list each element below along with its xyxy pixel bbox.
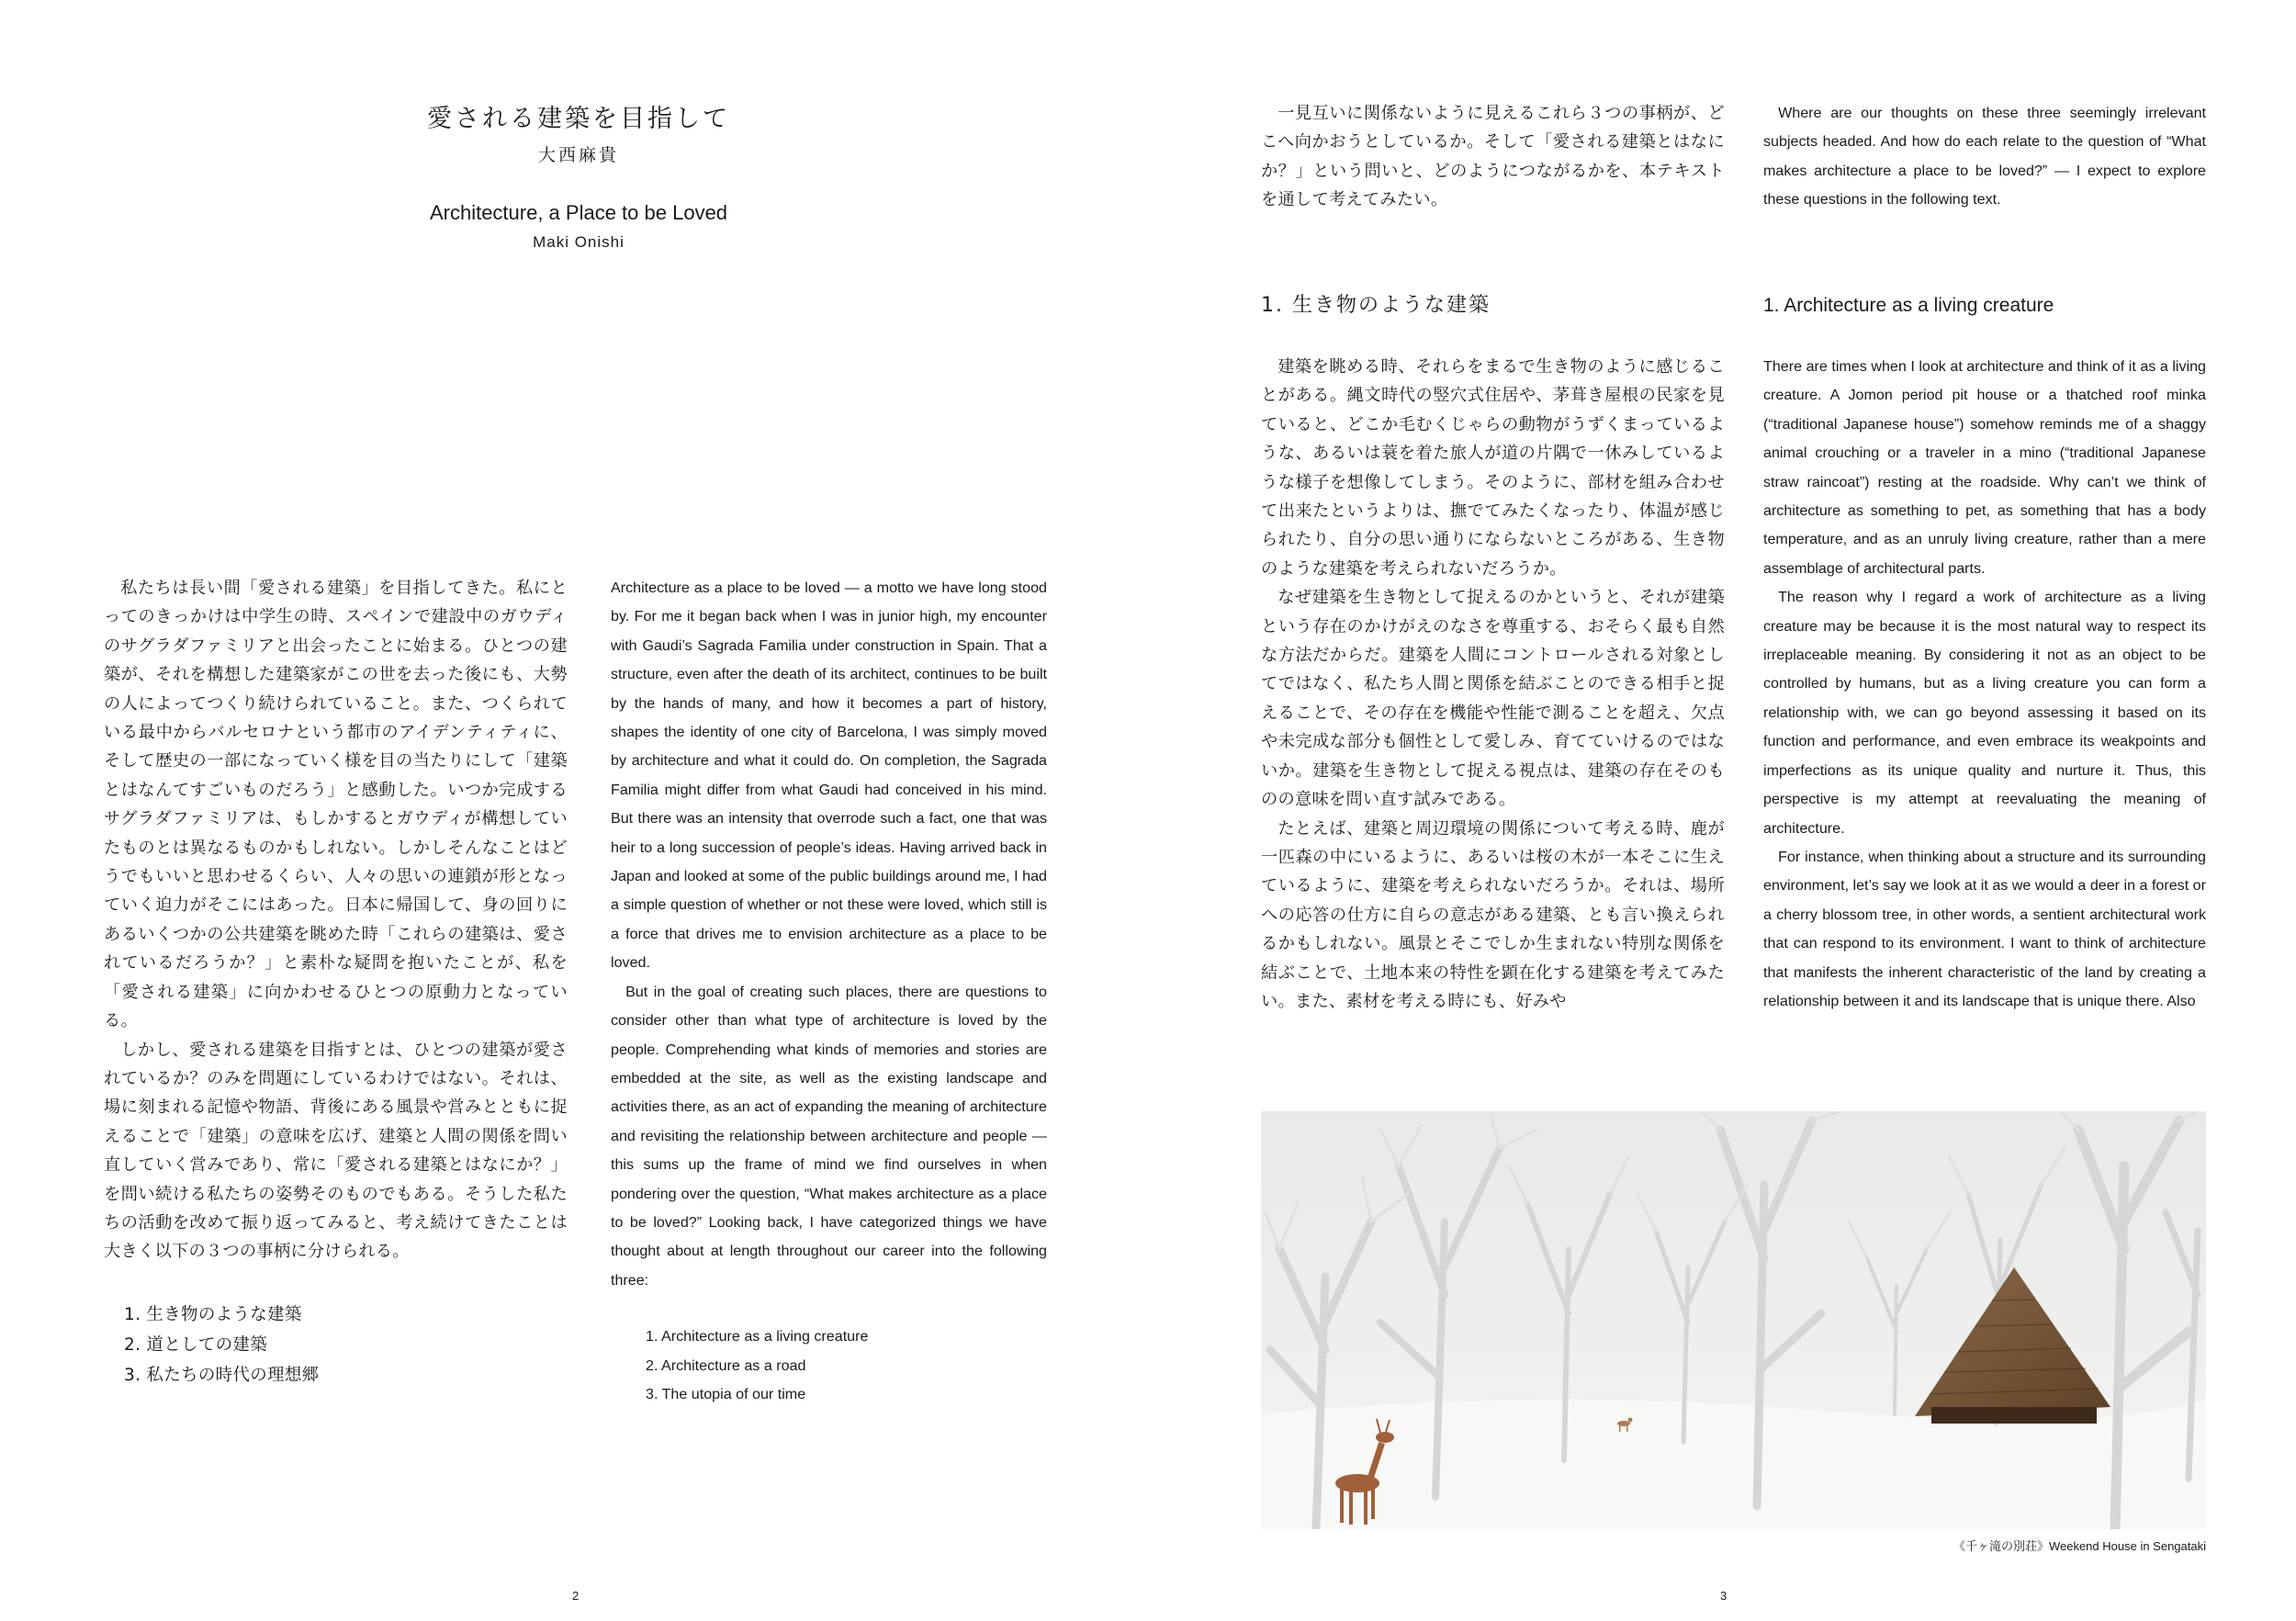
- en-paragraph: There are times when I look at architecture and think of it as a living creature. A Jomon period pit house or a thatched roof minka (“traditional Japanese house”) somehow reminds me of a shaggy animal crouching or a traveler in a mino (“traditional Japanese straw raincoat”) resting at the roadside. Why can’t we think of architecture as something to pet, as something that has a body temperature, and as an unruly living creature, rather than a mere assemblage of architectural parts.: [1763, 358, 2206, 577]
- en-list: [611, 1323, 1047, 1409]
- ja-list: [104, 1300, 568, 1390]
- en-paragraph: For instance, when thinking about a structure and its surrounding environment, let’s say we look at it as we would a deer in a forest or a cherry blossom tree, in other words, a sentient architectural work that can respond to its environment. I want to think of architecture that manifests the inherent characteristic of the land by creating a relationship between it and its landscape that is unique there. Also: [1763, 848, 2206, 1009]
- en-intro: [1763, 99, 2206, 215]
- title-en: Architecture, a Place to be Loved: [429, 201, 728, 224]
- page-number-left: 2: [572, 1589, 580, 1603]
- list-item: 2. 道としての建築: [124, 1334, 268, 1355]
- list-item: 1. 生き物のような建築: [124, 1304, 302, 1324]
- section-heading-ja: 1. 生き物のような建築: [1261, 294, 1491, 317]
- ja-paragraph: たとえば、建築と周辺環境の関係について考える時、鹿が一匹森の中にいるように、あるいは桜の木が一本そこに生えているように、建築を考えられないだろうか。それは、場所への応答の仕方に自らの意志がある建築、とも言い換えられるかもしれない。風景とそこでしか生まれない特別な関係を結ぶことで、土地本来の特性を顕在化する建築を考えてみたい。また、素材を考える時にも、好みや: [1261, 818, 1725, 1011]
- en-column-right: [1763, 353, 2206, 1016]
- ja-paragraph: しかし、愛される建築を目指すとは、ひとつの建築が愛されているか？のみを問題にしているわけではない。それは、場に刻まれる記憶や物語、背後にある風景や営みとともに捉えることで「建築」の意味を広げ、建築と人間の関係を問い直していく営みであり、常に「愛される建築とはなにか？」を問い続ける私たちの姿勢そのものでもある。そうした私たちの活動を改めて振り返ってみると、考え続けてきたことは大きく以下の３つの事柄に分けられる。: [104, 1040, 568, 1262]
- page-number-right: 3: [1720, 1589, 1728, 1603]
- photo-caption: 《千ヶ滝の別荘》Weekend House in Sengataki: [1953, 1539, 2206, 1553]
- list-item: 1. Architecture as a living creature: [646, 1328, 869, 1345]
- en-paragraph: Architecture as a place to be loved — a motto we have long stood by. For me it began back when I was in junior high, my encounter with Gaudi’s Sagrada Familia under construction in Spain. That a structure, even after the death of its architect, continues to be built by the hands of many, and how it becomes a part of history, shapes the identity of one city of Barcelona, I was simply moved by architecture and what it could do. On completion, the Sagrada Familia might differ from what Gaudi had conceived in his mind. But there was an intensity that overrode such a fact, one that was heir to a long succession of people’s ideas. Having arrived back in Japan and looked at some of the public buildings around me, I had a simple question of whether or not these were loved, which still is a force that drives me to envision architecture as a place to be loved.: [611, 580, 1047, 972]
- list-item: 3. 私たちの時代の理想郷: [124, 1365, 320, 1385]
- title-ja: 愛される建築を目指して: [427, 105, 730, 133]
- model-photo: [1261, 1111, 2206, 1529]
- ja-paragraph: 私たちは長い間「愛される建築」を目指してきた。私にとってのきっかけは中学生の時、スペインで建設中のガウディのサグラダファミリアと出会ったことに始まる。ひとつの建築が、それを構想した建築家がこの世を去った後にも、大勢の人によってつくり続けられていること。また、つくられている最中からバルセロナという都市のアイデンティティに、そして歴史の一部になっていく様を目の当たりにして「建築とはなんてすごいものだろう」と感動した。いつか完成するサグラダファミリアは、もしかするとガウディが構想していたものとは異なるものかもしれない。しかしそんなことはどうでもいいと思わせるくらい、人々の思いの連鎖が形となっていく迫力がそこにはあった。日本に帰国して、身の回りにあるいくつかの公共建築を眺めた時「これらの建築は、愛されているだろうか？」と素朴な疑問を抱いたことが、私を「愛される建築」に向かわせるひとつの原動力となっている。: [104, 579, 568, 1031]
- en-column-left: [611, 574, 1047, 1409]
- en-intro-paragraph: Where are our thoughts on these three seemingly irrelevant subjects headed. And how do each relate to the question of “What makes architecture a place to be loved?” — I expect to explore these questions in the following text.: [1763, 105, 2206, 208]
- list-item: 3. The utopia of our time: [646, 1385, 806, 1402]
- ja-column-right: [1261, 353, 1725, 1016]
- ja-paragraph: なぜ建築を生き物として捉えるのかというと、それが建築という存在のかけがえのなさを尊重する、おそらく最も自然な方法だからだ。建築を人間にコントロールされる対象としてではなく、私たち人間と関係を結ぶことのできる相手と捉えることで、その存在を機能や性能で測ることを超え、欠点や未完成な部分も個性として愛しみ、育てていけるのではないか。建築を生き物として捉える視点は、建築の存在そのものの意味を問い直す試みである。: [1261, 588, 1725, 810]
- right-page: [1148, 0, 2296, 1621]
- section-heading-en: 1. Architecture as a living creature: [1763, 295, 2054, 316]
- ja-intro: [1261, 99, 1725, 215]
- author-ja: 大西麻貴: [537, 145, 619, 165]
- author-en: Maki Onishi: [533, 233, 625, 251]
- ja-paragraph: 建築を眺める時、それらをまるで生き物のように感じることがある。縄文時代の竪穴式住居や、茅葺き屋根の民家を見ていると、どこか毛むくじゃらの動物がうずくまっているような、あるいは蓑を着た旅人が道の片隅で一休みしているような様子を想像してしまう。そのように、部材を組み合わせて出来たというよりは、撫でてみたくなったり、体温が感じられたり、自分の思い通りにならないところがある、生き物のような建築を考えられないだろうか。: [1261, 357, 1725, 579]
- en-paragraph: The reason why I regard a work of architecture as a living creature may be because it is the most natural way to respect its irreplaceable meaning. By considering it not as an object to be controlled by humans, but as a living creature you can form a relationship with, we can go beyond assessing it based on its function and performance, and even embrace its weakpoints and imperfections as its unique quality and nurture it. Thus, this perspective is my attempt at reevaluating the meaning of architecture.: [1763, 589, 2206, 837]
- en-paragraph: But in the goal of creating such places, there are questions to consider other than what type of architecture is loved by the people. Comprehending what kinds of memories and stories are embedded at the site, as well as the existing landscape and activities there, as an act of expanding the meaning of architecture and revisiting the relationship between architecture and people — this sums up the frame of mind we find ourselves in when pondering over the question, “What makes architecture as a place to be loved?” Looking back, I have categorized things we have thought about at length throughout our career into the following three:: [611, 983, 1047, 1289]
- title-block: [367, 99, 790, 255]
- list-item: 2. Architecture as a road: [646, 1356, 806, 1374]
- ja-column-left: [104, 574, 568, 1390]
- snowy-forest-model-image: [1261, 1111, 2206, 1529]
- ja-intro-paragraph: 一見互いに関係ないように見えるこれら３つの事柄が、どこへ向かおうとしているか。そして「愛される建築とはなにか？」という問いと、どのようにつながるかを、本テキストを通して考えてみたい。: [1261, 104, 1725, 210]
